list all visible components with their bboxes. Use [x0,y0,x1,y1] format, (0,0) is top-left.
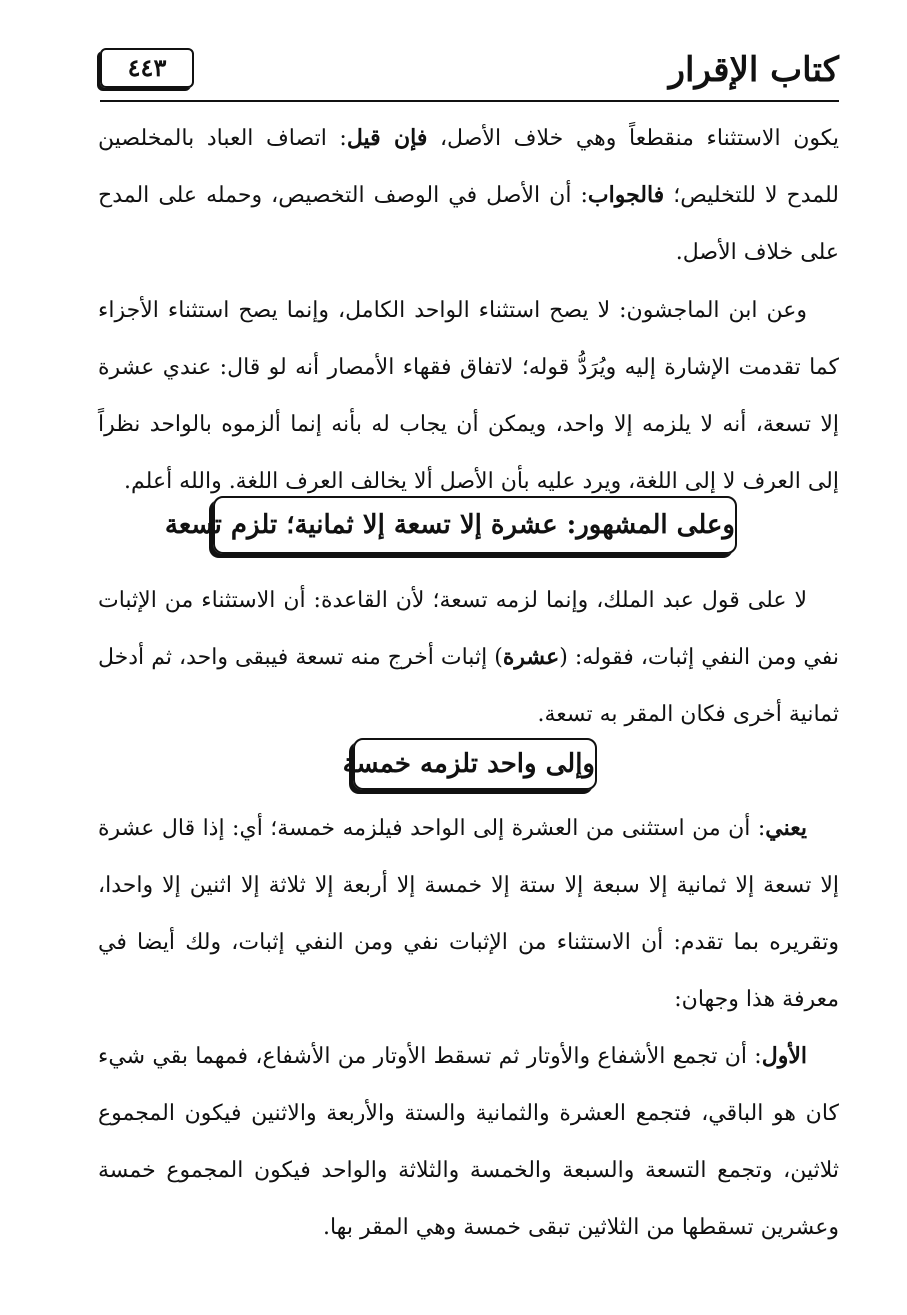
matn-box-2: وإلى واحد تلزمه خمسة [353,738,597,790]
paragraph-1-text-a: يكون الاستثناء منقطعاً وهي خلاف الأصل، [427,126,840,151]
paragraph-1-text-c: : أن الأصل في الوصف التخصيص، وحمله على المدح على خلاف الأصل. [98,183,839,265]
paragraph-1-text-b: : اتصاف العباد بالمخلصين للمدح لا للتخليص؛ [98,126,839,208]
paragraph-4 [98,800,839,1028]
page-number: ٤٤٣ [100,48,194,88]
paragraph-5 [98,1028,839,1256]
paragraph-5-label: الأول [761,1043,807,1069]
matn-box-1: وعلى المشهور: عشرة إلا تسعة إلا ثمانية؛ تلزم تسعة [213,496,737,554]
paragraph-3 [98,572,839,743]
paragraph-5-text: : أن تجمع الأشفاع والأوتار ثم تسقط الأوتار من الأشفاع، فمهما بقي شيء كان هو الباقي، فتجمع العشرة والثمانية والستة والأربعة والاثنين فيكون المجموع ثلاثين، وتجمع التسعة والسبعة والخمسة والثلاثة والواحد فيكون المجموع خمسة وعشرين تسقطها من الثلاثين تبقى خمسة وهي المقر بها. [98,1044,839,1240]
paragraph-1 [98,110,839,281]
paragraph-3-text-a: لا على قول عبد الملك، وإنما لزمه تسعة؛ لأن القاعدة: أن الاستثناء من الإثبات نفي ومن النفي إثبات، فقوله: ( [98,588,839,670]
book-title: كتاب الإقرار [668,50,839,90]
page-header [100,40,839,102]
paragraph-2 [98,282,839,510]
paragraph-2-text: وعن ابن الماجشون: لا يصح استثناء الواحد الكامل، وإنما يصح استثناء الأجزاء كما تقدمت الإشارة إليه ويُرَدُّ قوله؛ لاتفاق فقهاء الأمصار أنه لو قال: عندي عشرة إلا تسعة، أنه لا يلزمه إلا واحد، ويمكن أن يجاب له بأنه إنما ألزموه بالواحد نظراً إلى العرف لا إلى اللغة، ويرد عليه بأن الأصل ألا يخالف العرف اللغة. والله أعلم. [98,298,839,494]
paragraph-1-label: فإن قيل [346,125,428,151]
paragraph-3-text-b: ) إثبات أخرج منه تسعة فيبقى واحد، ثم أدخل ثمانية أخرى فكان المقر به تسعة. [98,645,839,727]
paragraph-4-label: يعني [765,815,807,841]
paragraph-3-quote: عشرة [502,644,560,670]
paragraph-1-label-2: فالجواب [587,182,665,208]
paragraph-4-text: : أن من استثنى من العشرة إلى الواحد فيلزمه خمسة؛ أي: إذا قال عشرة إلا تسعة إلا ثمانية إلا سبعة إلا ستة إلا خمسة إلا أربعة إلا ثلاثة إلا اثنين إلا واحدا، وتقريره بما تقدم: أن الاستثناء من الإثبات نفي ومن النفي إثبات، ولك أيضا في معرفة هذا وجهان: [98,816,839,1012]
